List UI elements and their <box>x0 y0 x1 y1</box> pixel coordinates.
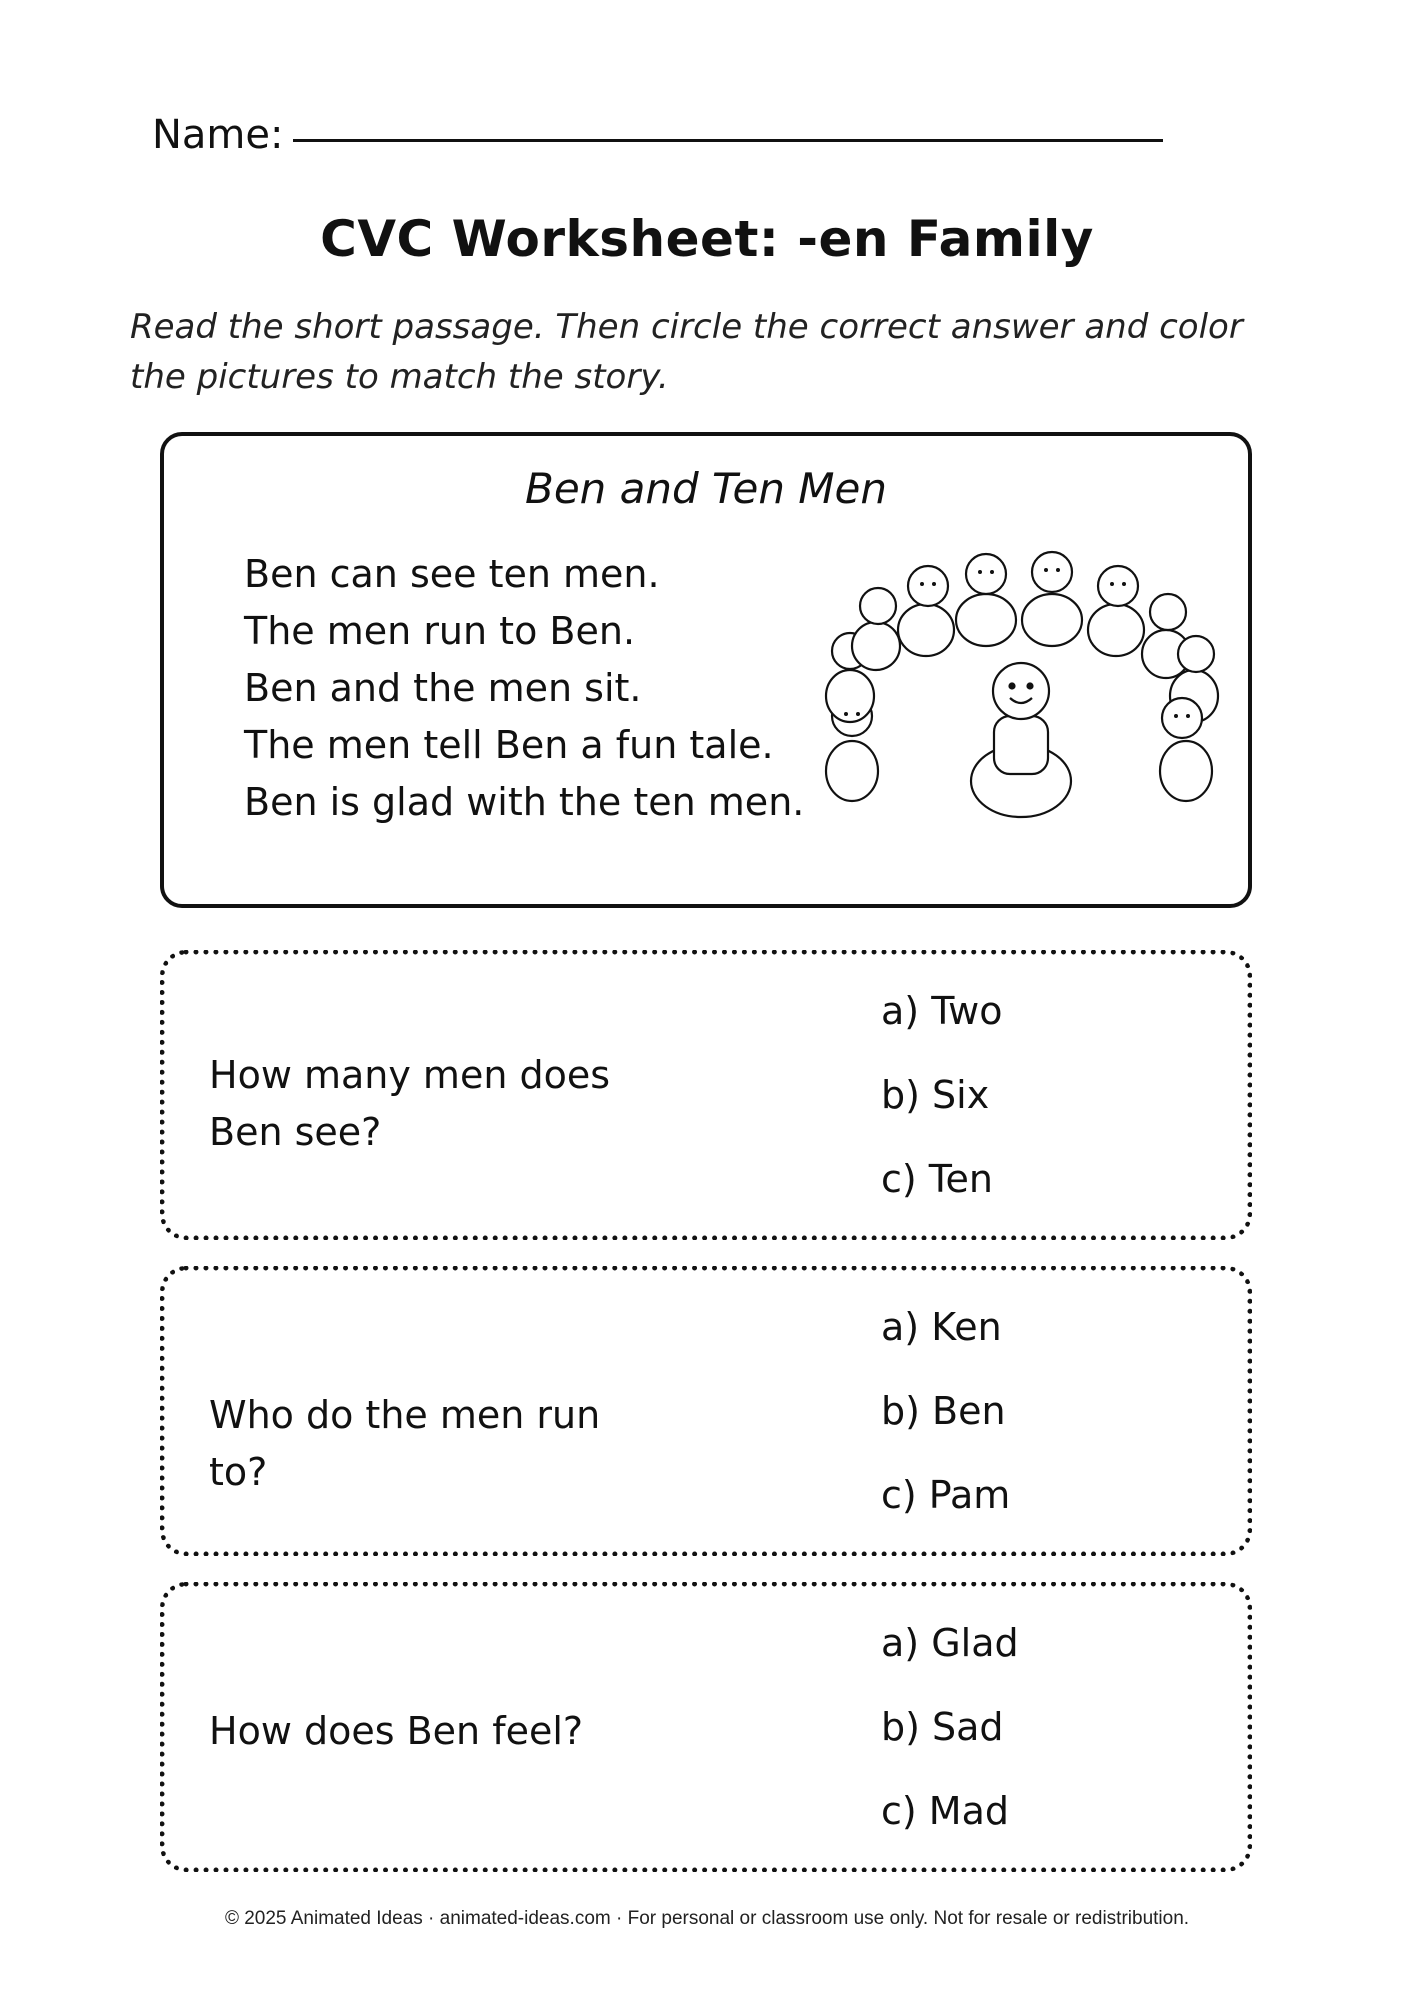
story-passage <box>244 546 804 831</box>
answer-option[interactable]: a) Ken <box>881 1305 1002 1349</box>
question-box <box>160 1582 1252 1872</box>
man-figure <box>898 566 954 656</box>
name-blank-line[interactable] <box>293 139 1163 142</box>
story-line: The men run to Ben. <box>244 609 636 653</box>
name-label: Name: <box>152 112 284 158</box>
copyright-footer: © 2025 Animated Ideas · animated-ideas.com · For personal or classroom use only. Not for resale or redistribution. <box>224 1908 1190 1929</box>
answer-option[interactable]: b) Sad <box>881 1705 1004 1749</box>
question-text: How does Ben feel? <box>209 1709 584 1753</box>
instructions: Read the short passage. Then circle the correct answer and color the pictures to match the story. <box>130 307 1243 397</box>
man-figure <box>956 554 1016 646</box>
answer-options <box>881 1299 1010 1551</box>
answer-option[interactable]: c) Ten <box>881 1157 994 1201</box>
story-box <box>160 432 1252 908</box>
answer-option[interactable]: b) Six <box>881 1073 990 1117</box>
answer-options <box>881 983 1002 1235</box>
story-line: Ben can see ten men. <box>244 552 660 596</box>
answer-option[interactable]: c) Pam <box>881 1473 1011 1517</box>
question-box <box>160 1266 1252 1556</box>
story-title: Ben and Ten Men <box>525 464 887 513</box>
story-line: Ben and the men sit. <box>244 666 642 710</box>
question-text: How many men does Ben see? <box>209 1053 611 1154</box>
ben-figure <box>971 663 1071 817</box>
name-field[interactable] <box>152 112 1163 158</box>
answer-option[interactable]: a) Glad <box>881 1621 1019 1665</box>
man-figure <box>852 588 900 670</box>
story-line: The men tell Ben a fun tale. <box>244 723 774 767</box>
man-figure <box>1022 552 1082 646</box>
question-text: Who do the men run to? <box>209 1393 601 1494</box>
answer-option[interactable]: c) Mad <box>881 1789 1009 1833</box>
story-line: Ben is glad with the ten men. <box>244 780 805 824</box>
man-figure <box>1088 566 1144 656</box>
question-box <box>160 950 1252 1240</box>
worksheet-title: CVC Worksheet: -en Family <box>320 210 1094 268</box>
answer-option[interactable]: a) Two <box>881 989 1003 1033</box>
answer-options <box>881 1615 1019 1867</box>
answer-option[interactable]: b) Ben <box>881 1389 1006 1433</box>
men-sitting-circle-illustration <box>816 546 1236 846</box>
